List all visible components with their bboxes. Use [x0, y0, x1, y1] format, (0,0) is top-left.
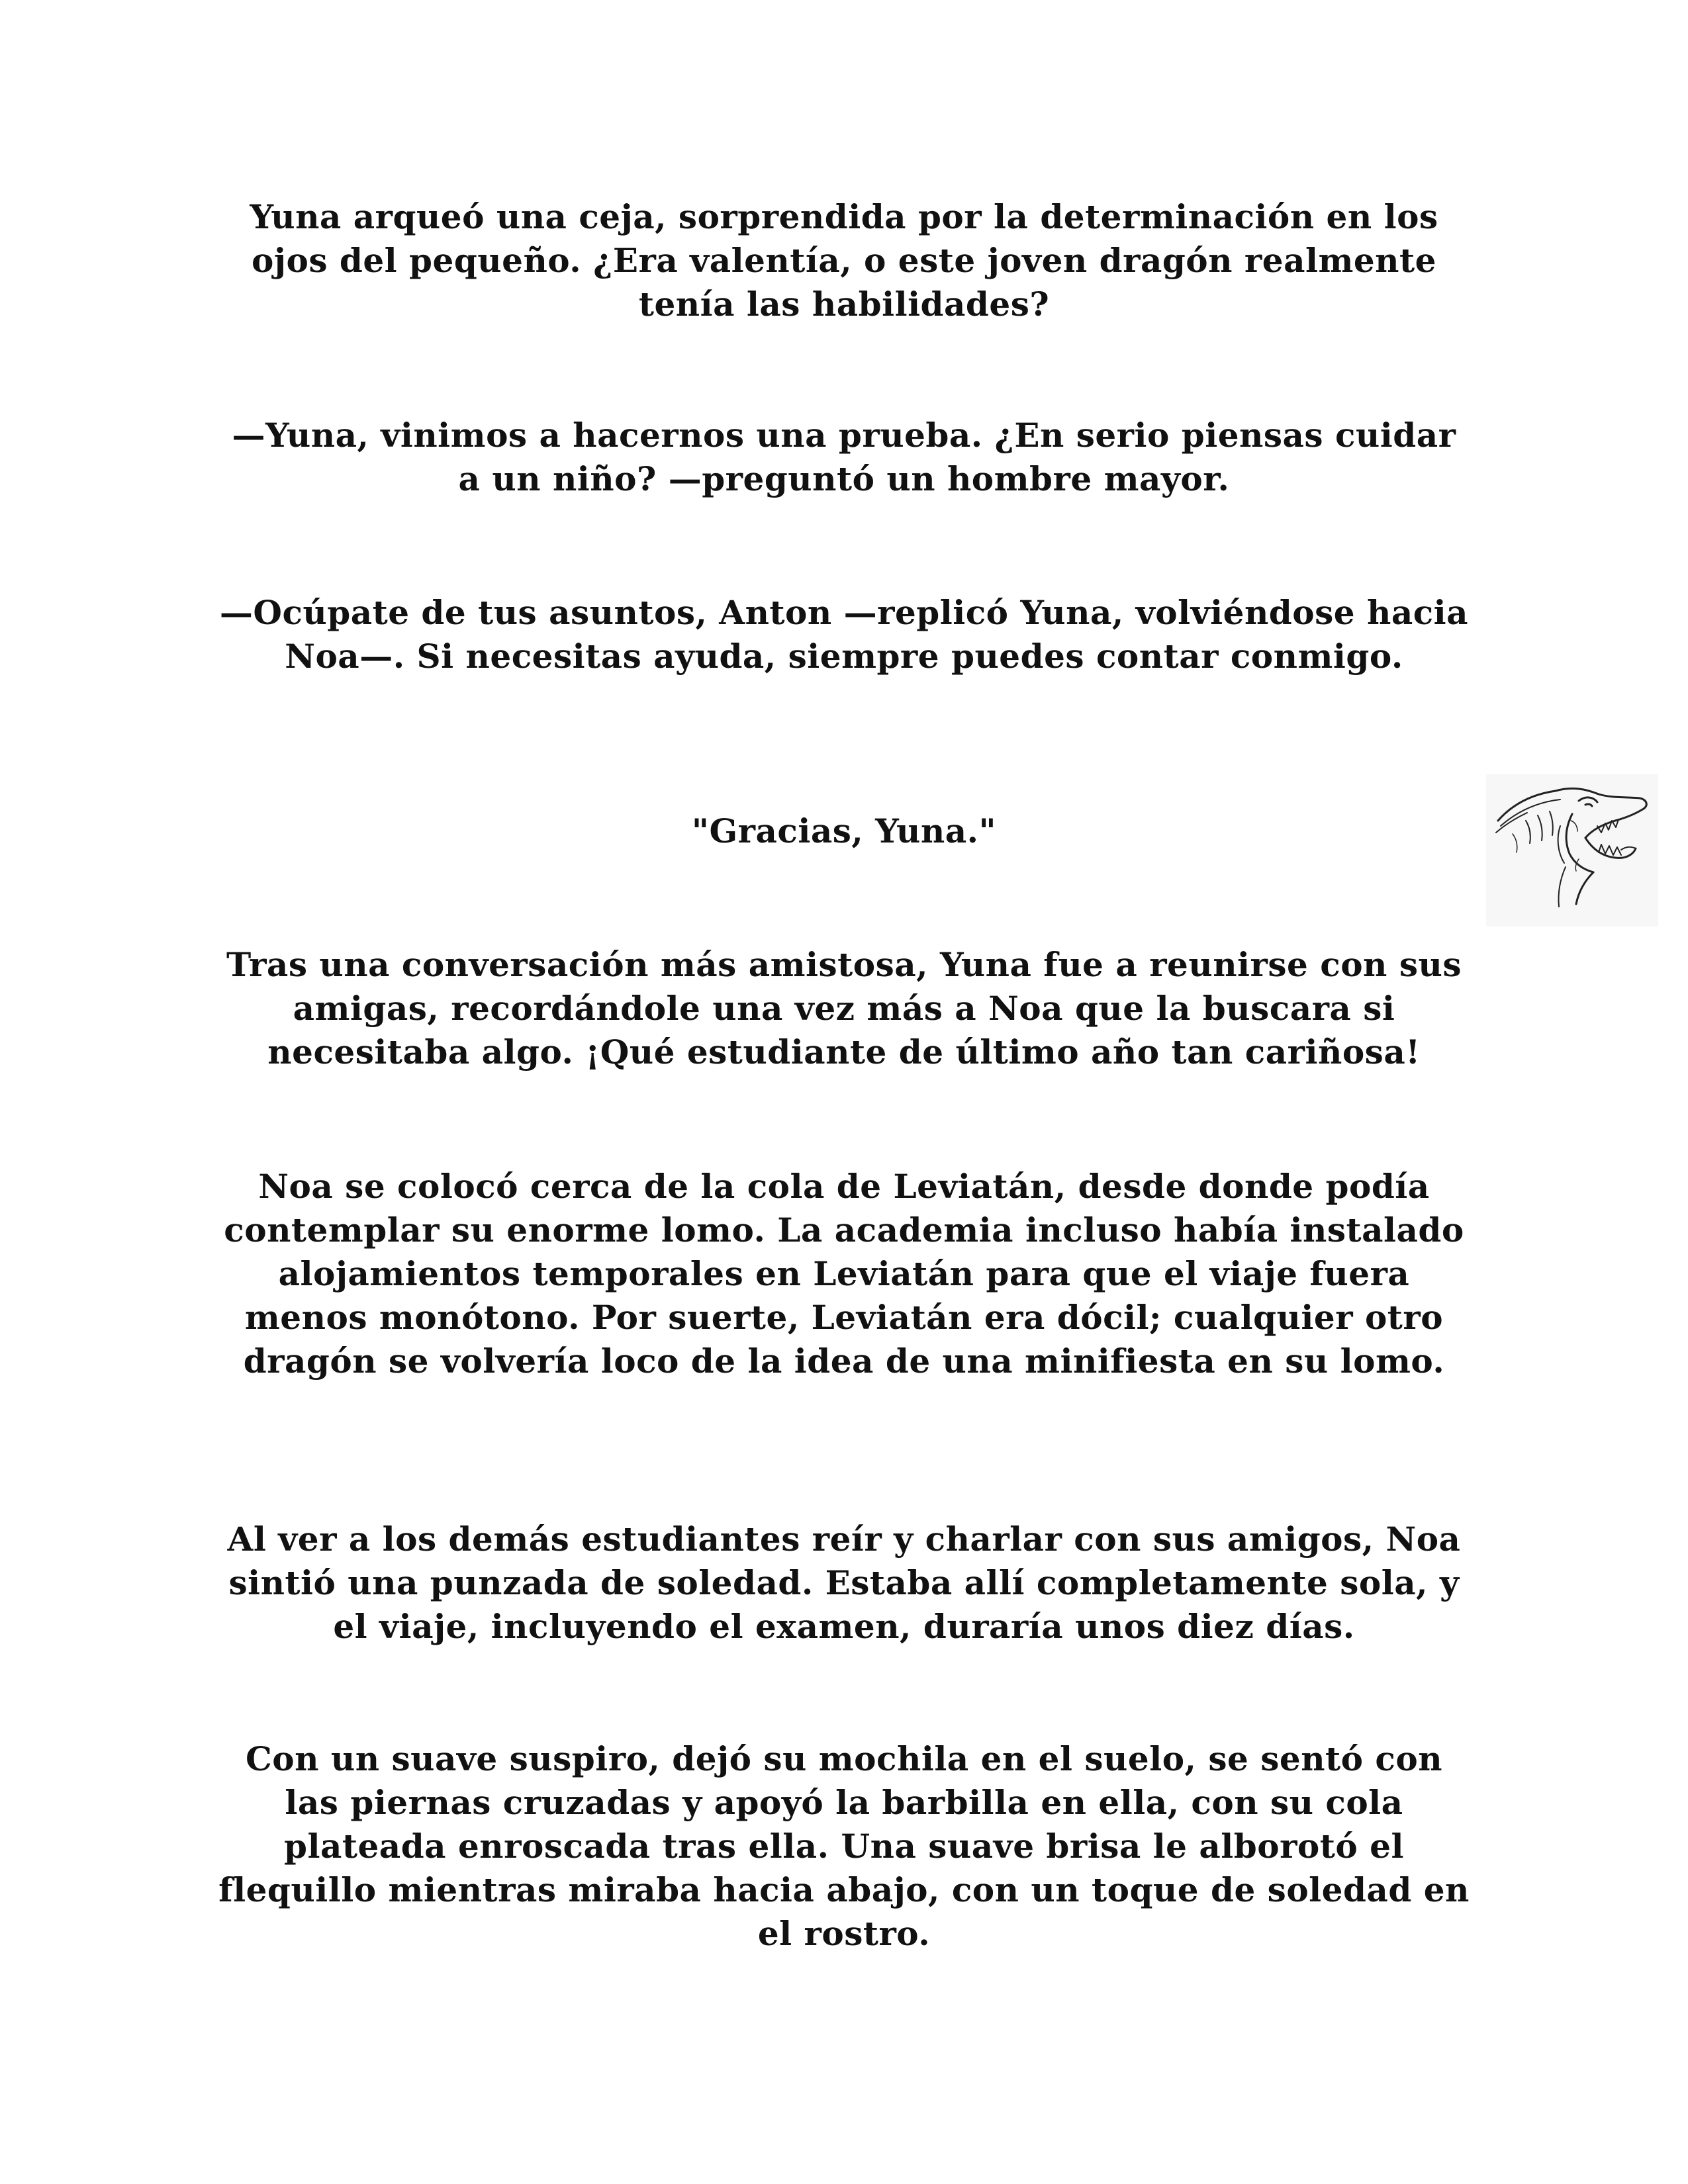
- paragraph-cola-leviatan: Noa se colocó cerca de la cola de Leviatán, desde donde podía contemplar su enorme lomo. La academia incluso había instalado alojamientos temporales en Leviatán para que el viaje fuera menos monótono. Por suerte, Leviatán era dócil; cualquier otro dragón se volvería loco de la idea de una minifiesta en su lomo.: [224, 1167, 1464, 1381]
- paragraph-gracias-yuna: "Gracias, Yuna.": [691, 811, 997, 850]
- paragraph-punzada-soledad: Al ver a los demás estudiantes reír y charlar con sus amigos, Noa sintió una punzada de soledad. Estaba allí completamente sola, y el viaje, incluyendo el examen, duraría unos diez días.: [227, 1520, 1461, 1646]
- paragraph-conversacion-amistosa: Tras una conversación más amistosa, Yuna fue a reunirse con sus amigas, recordándole una vez más a Noa que la buscara si necesitaba algo. ¡Qué estudiante de último año tan cariñosa!: [226, 945, 1462, 1071]
- paragraph-yuna-arqueo: Yuna arqueó una ceja, sorprendida por la determinación en los ojos del pequeño. ¿Era valentía, o este joven dragón realmente tenía las habilidades?: [250, 197, 1438, 324]
- paragraph-dialogue-hombre-mayor: —Yuna, vinimos a hacernos una prueba. ¿En serio piensas cuidar a un niño? —preguntó un hombre mayor.: [232, 416, 1456, 498]
- paragraph-suave-suspiro: Con un suave suspiro, dejó su mochila en el suelo, se sentó con las piernas cruzadas y apoyó la barbilla en ella, con su cola plateada enroscada tras ella. Una suave brisa le alborotó el flequillo mientras miraba hacia abajo, con un toque de soledad en el rostro.: [218, 1739, 1470, 1953]
- dragon-head-sketch-icon: [1486, 774, 1658, 927]
- paragraph-dialogue-anton: —Ocúpate de tus asuntos, Anton —replicó Yuna, volviéndose hacia Noa—. Si necesitas ayuda, siempre puedes contar conmigo.: [219, 593, 1469, 676]
